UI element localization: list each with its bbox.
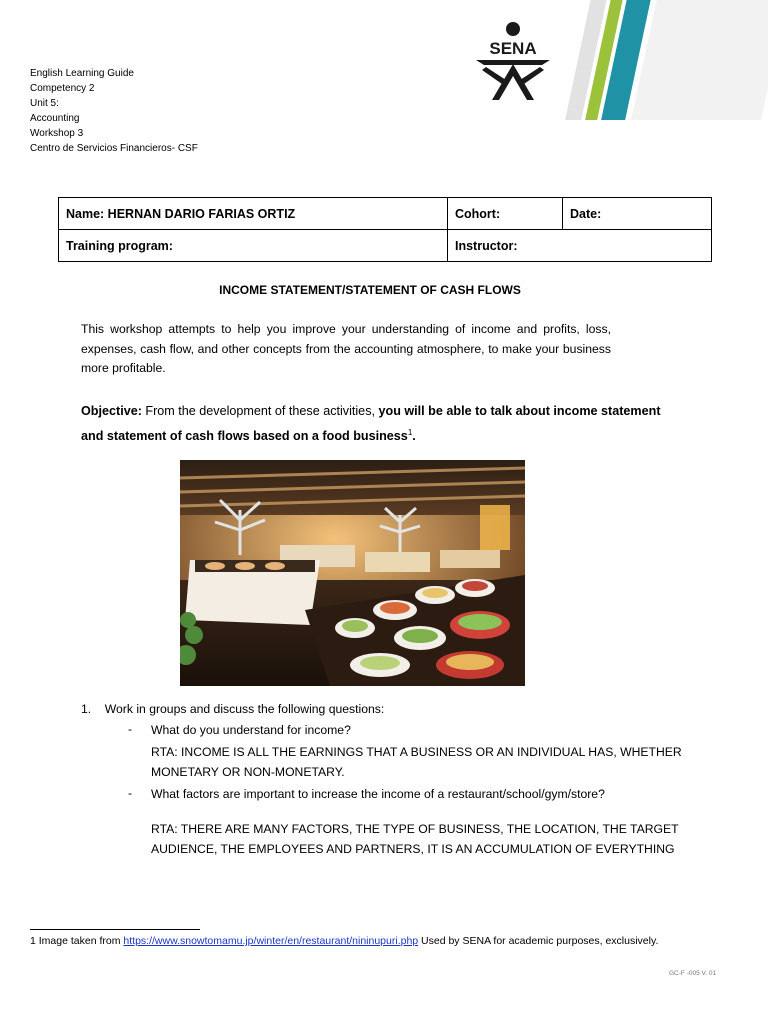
header-line-unit: Unit 5: — [30, 98, 59, 109]
cohort-cell: Cohort: — [448, 198, 563, 230]
answer-1-line-1: RTA: INCOME IS ALL THE EARNINGS THAT A BUSINESS OR AN INDIVIDUAL HAS, WHETHER — [151, 745, 682, 759]
footnote-prefix: 1 Image taken from — [30, 935, 124, 947]
header-line-guide: English Learning Guide — [30, 68, 134, 79]
name-cell: Name: HERNAN DARIO FARIAS ORTIZ — [59, 198, 448, 230]
document-title: INCOME STATEMENT/STATEMENT OF CASH FLOWS — [219, 283, 521, 297]
list-number: 1. — [81, 702, 92, 716]
answer-2-line-2: AUDIENCE, THE EMPLOYEES AND PARTNERS, IT IS AN ACCUMULATION OF EVERYTHING — [151, 842, 675, 856]
objective-paragraph — [81, 401, 681, 447]
objective-end: . — [412, 429, 416, 444]
document-code: GC-F -005 V. 01 — [669, 970, 717, 977]
header-line-competency: Competency 2 — [30, 83, 95, 94]
header-line-subject: Accounting — [30, 113, 80, 124]
logo-text: SENA — [489, 39, 537, 58]
bullet-dash-2: - — [128, 786, 133, 800]
instructor-cell: Instructor: — [448, 230, 712, 262]
answer-2-line-1: RTA: THERE ARE MANY FACTORS, THE TYPE OF BUSINESS, THE LOCATION, THE TARGET — [151, 822, 679, 836]
training-program-cell: Training program: — [59, 230, 448, 262]
question-list-heading — [81, 700, 384, 718]
answer-1-line-2: MONETARY OR NON-MONETARY. — [151, 765, 345, 779]
question-1: What do you understand for income? — [151, 723, 351, 737]
restaurant-buffet-photo — [180, 460, 525, 686]
student-info-table — [58, 197, 712, 262]
header-decoration — [560, 0, 768, 120]
footnote — [30, 933, 705, 949]
objective-text-start: From the development of these activities, — [141, 404, 379, 418]
bullet-dash-1: - — [128, 722, 133, 736]
footnote-suffix: Used by SENA for academic purposes, exclusively. — [418, 935, 659, 947]
question-2: What factors are important to increase the income of a restaurant/school/gym/store? — [151, 787, 605, 801]
header-line-workshop: Workshop 3 — [30, 128, 84, 139]
footnote-ref: 1 — [407, 428, 413, 437]
sena-logo — [472, 20, 554, 102]
objective-text-bold: you will be able to talk about income statement and statement of cash flows based on a food business — [81, 404, 661, 444]
intro-paragraph: This workshop attempts to help you improve your understanding of income and profits, loss, expenses, cash flow, and other concepts from the accounting atmosphere, to make your business more profitable. — [81, 322, 611, 375]
date-cell: Date: — [563, 198, 712, 230]
footnote-separator — [30, 929, 200, 930]
list-heading-text: Work in groups and discuss the following questions: — [104, 702, 385, 716]
header-line-center: Centro de Servicios Financieros- CSF — [30, 143, 198, 154]
objective-label: Objective: — [81, 404, 142, 418]
footnote-link[interactable]: https://www.snowtomamu.jp/winter/en/restaurant/nininupuri.php — [123, 935, 419, 947]
